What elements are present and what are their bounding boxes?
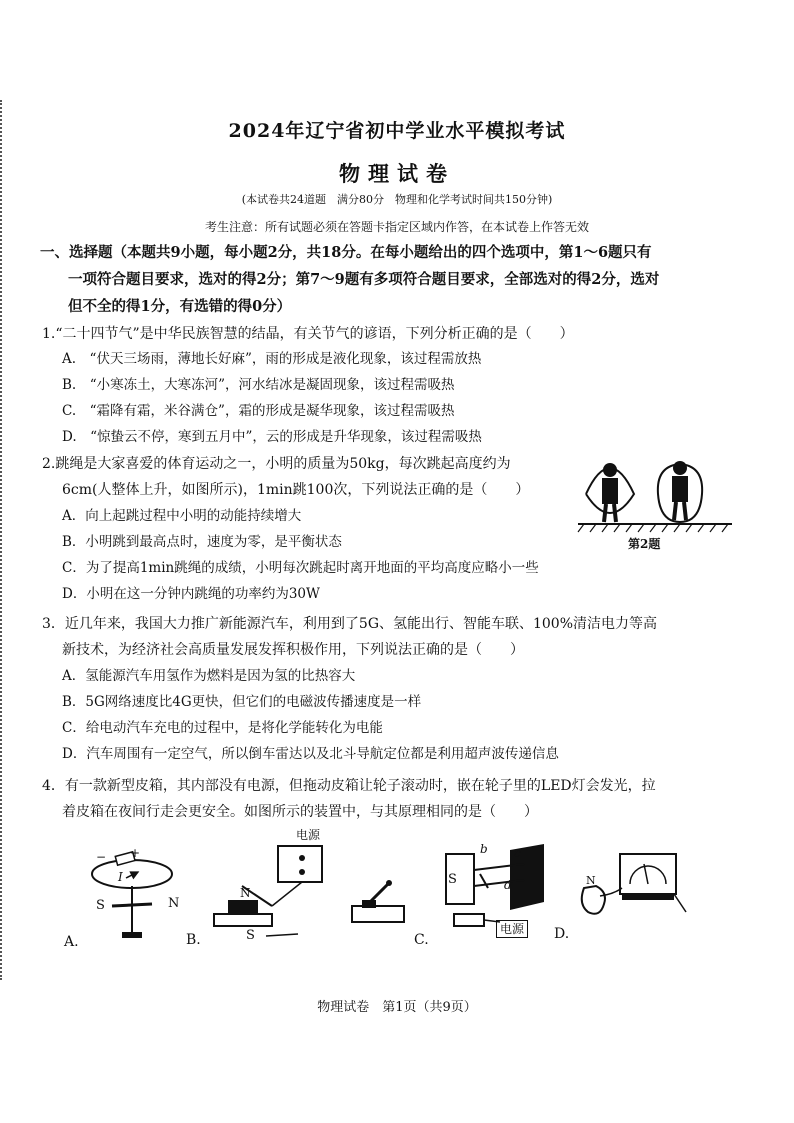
question-1-option-c: C. “霜降有霜，米谷满仓”，霜的形成是凝华现象，该过程需吸热 (62, 403, 455, 419)
figure-b-power-label: 电源 (296, 828, 321, 842)
figure-b-s: S (246, 928, 255, 943)
question-2-option-d: D．小明在这一分钟内跳绳的功率约为30W (62, 586, 320, 602)
question-4-stem: 4．有一款新型皮箱，其内部没有电源，但拖动皮箱让轮子滚动时，嵌在轮子里的LED灯会发光，拉 (42, 778, 656, 794)
figure-a-n: N (168, 896, 180, 911)
figure-a-plus: + (130, 846, 141, 860)
figure-c-power-label: 电源 (496, 920, 528, 938)
question-1-stem: 1.“二十四节气”是中华民族智慧的结晶，有关节气的谚语，下列分析正确的是（ ） (42, 326, 574, 342)
jump-rope-figure (576, 456, 736, 546)
exam-subtitle: 物理试卷 (339, 161, 455, 186)
question-3-option-c: C．给电动汽车充电的过程中，是将化学能转化为电能 (62, 720, 383, 736)
figure-a-current: I (118, 870, 123, 884)
page-footer: 物理试卷 第1页（共9页） (317, 1000, 477, 1015)
section-heading-cont: 一项符合题目要求，选对的得2分；第7～9题有多项符合题目要求，全部选对的得2分，选对 (68, 271, 660, 288)
question-3-stem-cont: 新技术，为经济社会高质量发展发挥积极作用，下列说法正确的是（ ） (62, 642, 524, 658)
figure-a-label: A. (64, 934, 79, 950)
figure-c-label: C. (414, 932, 429, 948)
figure-d-n: N (586, 874, 596, 887)
figure-c-b: b (480, 842, 488, 856)
figure-b-label: B. (186, 932, 201, 948)
figure-b-n: N (240, 886, 251, 900)
figure-caption: 第2题 (628, 537, 661, 551)
figure-switch (348, 876, 408, 932)
question-2-stem-cont: 6cm(人整体上升，如图所示)，1min跳100次，下列说法正确的是（ ） (62, 482, 530, 498)
exam-meta: (本试卷共24道题 满分80分 物理和化学考试时间共150分钟) (241, 193, 553, 206)
figure-a-s: S (96, 898, 105, 913)
figure-c-s: S (448, 872, 457, 887)
figure-d-label: D. (554, 926, 570, 942)
question-3-option-b: B．5G网络速度比4G更快，但它们的电磁波传播速度是一样 (62, 694, 422, 710)
question-2-option-b: B．小明跳到最高点时，速度为零，是平衡状态 (62, 534, 342, 550)
question-2-option-a: A．向上起跳过程中小明的动能持续增大 (62, 508, 302, 524)
figure-c-device (440, 840, 550, 936)
question-3-option-a: A．氢能源汽车用氢作为燃料是因为氢的比热容大 (62, 668, 356, 684)
question-4-stem-cont: 着皮箱在夜间行走会更安全。如图所示的装置中，与其原理相同的是（ ） (62, 804, 538, 820)
exam-notice: 考生注意：所有试题必须在答题卡指定区域内作答，在本试卷上作答无效 (204, 220, 589, 234)
section-heading: 一、选择题（本题共9小题，每小题2分，共18分。在每小题给出的四个选项中，第1～6题只有 (40, 244, 652, 261)
section-heading-cont: 但不全的得1分，有选错的得0分） (68, 298, 292, 315)
exam-title: 2024年辽宁省初中学业水平模拟考试 (228, 120, 566, 142)
question-2-option-c: C．为了提高1min跳绳的成绩，小明每次跳起时离开地面的平均高度应略小一些 (62, 560, 539, 576)
question-3-option-d: D．汽车周围有一定空气，所以倒车雷达以及北斗导航定位都是利用超声波传递信息 (62, 746, 559, 762)
question-2-stem: 2.跳绳是大家喜爱的体育运动之一，小明的质量为50kg，每次跳起高度约为 (42, 456, 511, 472)
figure-c-c: c (514, 846, 521, 860)
question-1-option-d: D. “惊蛰云不停，寒到五月中”，云的形成是升华现象，该过程需吸热 (62, 429, 482, 445)
figure-c-d: d (504, 878, 512, 892)
figure-a-minus: − (96, 850, 107, 864)
question-1-option-a: A. “伏天三场雨，薄地长好麻”，雨的形成是液化现象，该过程需放热 (62, 351, 482, 367)
figure-d-galvanometer (574, 848, 694, 928)
figure-b-motor (206, 842, 326, 946)
question-3-stem: 3．近几年来，我国大力推广新能源汽车，利用到了5G、氢能出行、智能车联、100%清洁电力等高 (42, 616, 658, 632)
question-1-option-b: B. “小寒冻土，大寒冻河”，河水结冰是凝固现象，该过程需吸热 (62, 377, 455, 393)
